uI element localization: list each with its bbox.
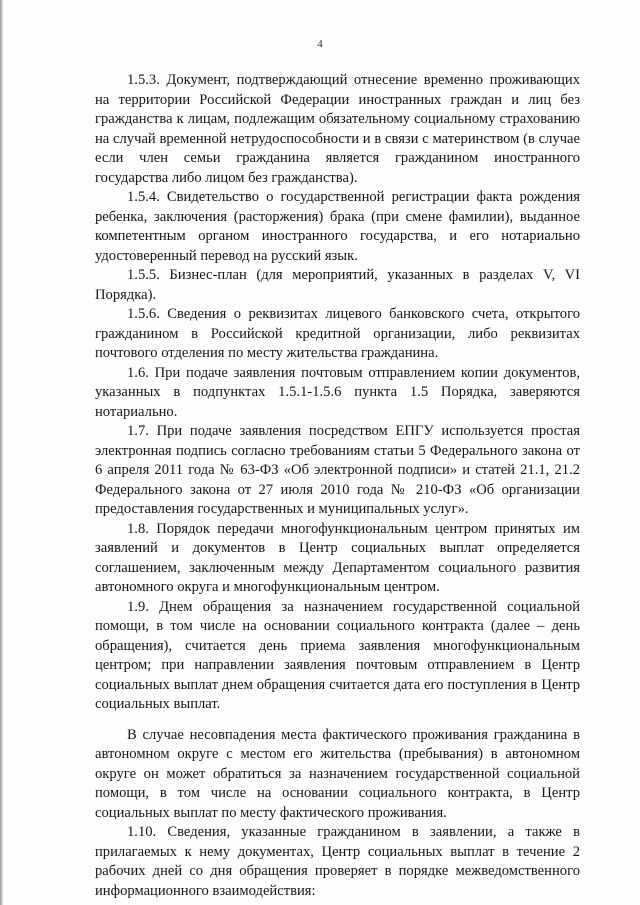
paragraph-1-7: 1.7. При подаче заявления посредством ЕПГУ используется простая электронная подпись согласно требованиям статьи 5 Федерального закона от 6 апреля 2011 года № 63-ФЗ «Об электронной подписи» и статей 21.1, 21.2 Федерального закона от 27 июля 2010 года № 210-ФЗ «Об организации предоставления государственных и муниципальных услуг». [95,423,580,517]
paragraph-1-5-4: 1.5.4. Свидетельство о государственной регистрации факта рождения ребенка, заключения (расторжения) брака (при смене фамилии), выданное компетентным органом иностранного государства, и его нотариально удостоверенный перевод на русский язык. [95,189,580,264]
scan-edge [0,0,3,905]
paragraph-1-5-6: 1.5.6. Сведения о реквизитах лицевого банковского счета, открытого гражданином в Российской кредитной организации, либо реквизитах почтового отделения по месту жительства гражданина. [95,306,580,361]
paragraph-1-5-3: 1.5.3. Документ, подтверждающий отнесение временно проживающих на территории Российской Федерации иностранных граждан и лиц без гражданства к лицам, подлежащим обязательному социальному страхованию на случай временной нетрудоспособности и в связи с материнством (в случае если член семьи гражданина является гражданином иностранного государства либо лицом без гражданства). [95,72,580,186]
paragraph-1-9-residence: В случае несовпадения места фактического проживания гражданина в автономном округе с местом его жительства (пребывания) в автономном округе он может обратиться за назначением государственной социальной помощи, в том числе на основании социального контракта, в Центр социальных выплат по месту фактического проживания. [95,726,580,821]
paragraph-1-6: 1.6. При подаче заявления почтовым отправлением копии документов, указанных в подпунктах 1.5.1-1.5.6 пункта 1.5 Порядка, заверяются нотариально. [95,364,580,420]
paragraph-1-10: 1.10. Сведения, указанные гражданином в заявлении, а также в прилагаемых к нему документах, Центр социальных выплат в течение 2 рабочих дней со дня обращения проверяет в порядке межведомственного информационного взаимодействия: [95,824,580,899]
paragraph-1-8: 1.8. Порядок передачи многофункциональным центром принятых им заявлений и документов в Центр социальных выплат определяется соглашением, заключенным между Департаментом социального развития автономного округа и многофункциональным центром. [95,520,580,595]
paragraph-1-5-5: 1.5.5. Бизнес-план (для мероприятий, указанных в разделах V, VI Порядка). [95,267,580,303]
document-body [95,71,580,901]
page-number: 4 [317,38,323,50]
paragraph-1-9: 1.9. Днем обращения за назначением государственной социальной помощи, в том числе на основании социального контракта (далее – день обращения), считается день приема заявления многофункциональным центром; при направлении заявления почтовым отправлением в Центр социальных выплат днем обращения считается дата его поступления в Центр социальных выплат. [95,598,580,712]
